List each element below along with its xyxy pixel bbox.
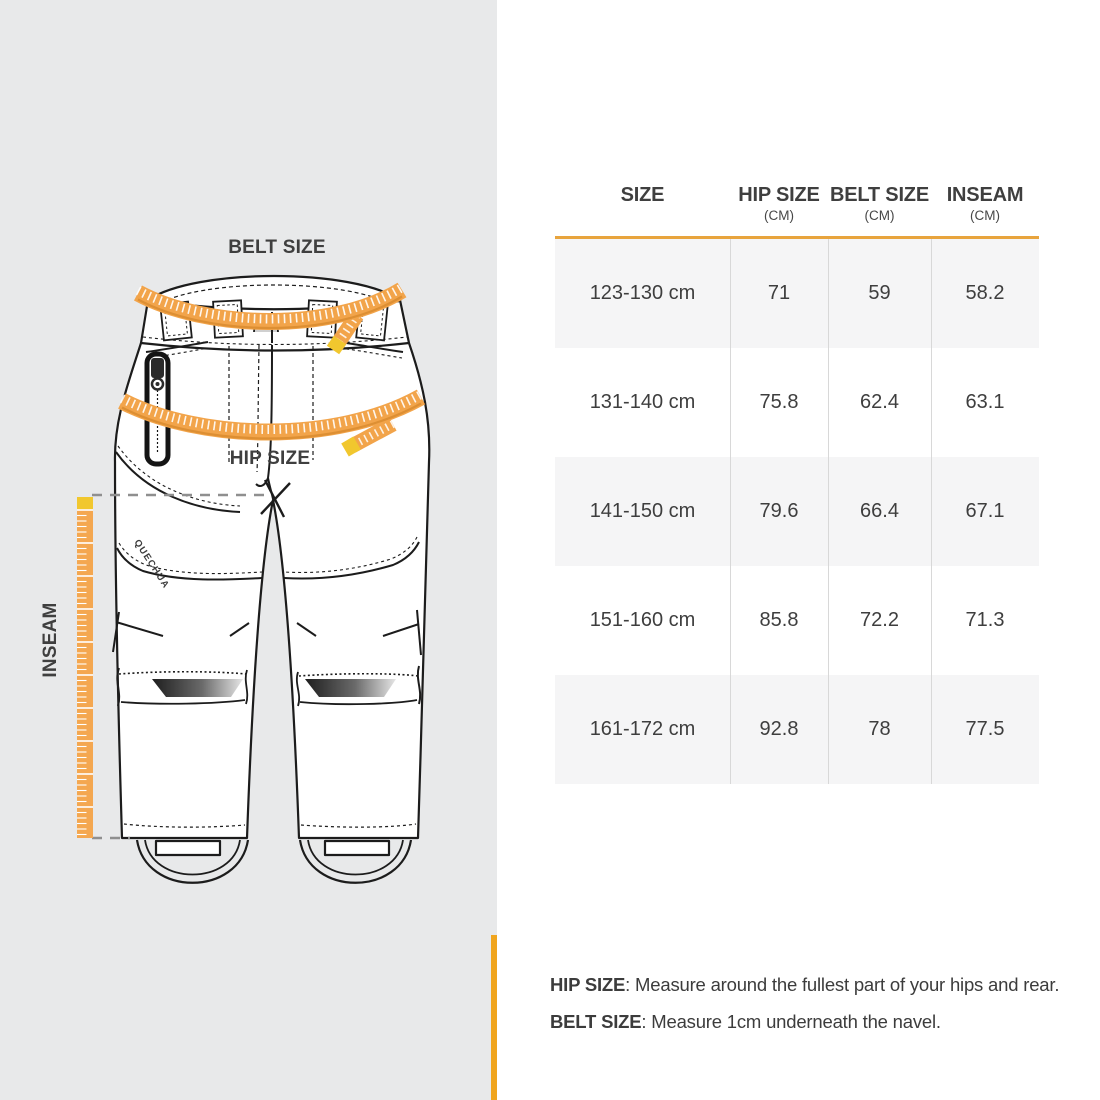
- size-table-header: [555, 178, 1039, 239]
- brand-text: QUECHUA: [131, 537, 172, 591]
- size-table-body: [555, 239, 1039, 784]
- hip-size-note: HIP SIZE: Measure around the fullest part of your hips and rear.: [550, 974, 1060, 995]
- column-header-size: SIZE: [620, 184, 665, 206]
- size-table: [555, 178, 1039, 784]
- table-row: 151-160 cm 85.8 72.2 71.3: [589, 609, 1005, 631]
- accent-bar: [491, 935, 497, 1100]
- table-row: 161-172 cm 92.8 78 77.5: [555, 675, 1039, 784]
- column-divider: [828, 239, 829, 784]
- hip-size-label: HIP SIZE: [229, 448, 311, 469]
- belt-size-note: BELT SIZE: Measure 1cm underneath the navel.: [550, 1011, 941, 1032]
- measurement-diagram-panel: [0, 0, 497, 1100]
- zipper-pull-icon: [151, 358, 164, 378]
- inseam-ruler: [77, 497, 93, 838]
- pants-line-drawing: [0, 0, 497, 1100]
- measurement-notes: [550, 966, 1090, 1040]
- table-row: 131-140 cm 75.8 62.4 63.1: [589, 391, 1005, 413]
- table-row: 141-150 cm 79.6 66.4 67.1: [555, 457, 1039, 566]
- column-header-hip-size: HIP SIZE (CM): [738, 184, 820, 223]
- belt-size-label: BELT SIZE: [228, 237, 326, 258]
- column-header-belt-size: BELT SIZE (CM): [830, 184, 929, 223]
- inseam-label: INSEAM: [40, 602, 61, 678]
- table-row: 123-130 cm 71 59 58.2: [555, 239, 1039, 348]
- column-divider: [730, 239, 731, 784]
- column-divider: [931, 239, 932, 784]
- column-header-inseam: INSEAM (CM): [946, 184, 1024, 223]
